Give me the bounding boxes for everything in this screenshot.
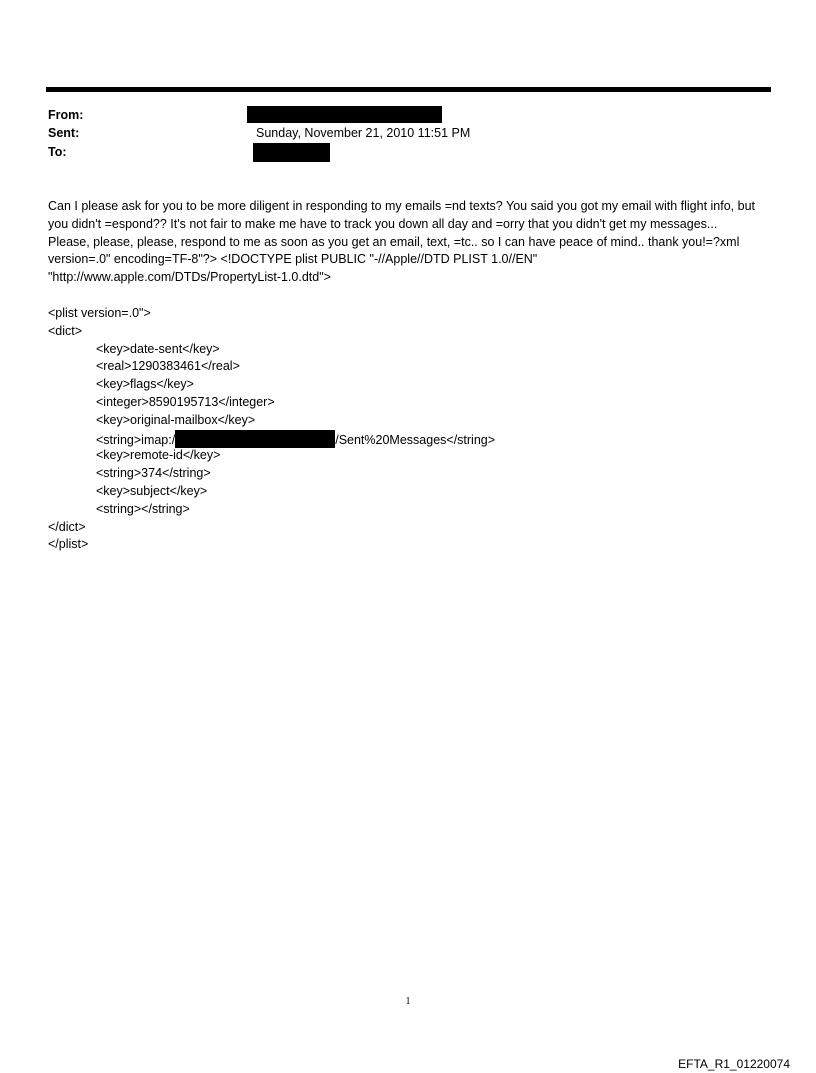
plist-block: [48, 305, 773, 554]
header-rule: [46, 87, 771, 92]
integer-value: <integer>8590195713</integer>: [96, 394, 275, 409]
real-value: <real>1290383461</real>: [96, 359, 240, 374]
key-remote-id: <key>remote-id</key>: [96, 448, 221, 463]
plist-close: </plist>: [48, 537, 89, 552]
email-body: [48, 198, 773, 287]
to-redaction: [253, 143, 330, 162]
imap-prefix: <string>imap:/: [96, 432, 176, 447]
bates-number: EFTA_R1_01220074: [678, 1057, 790, 1071]
body-paragraph-1: Can I please ask for you to be more diligent in responding to my emails =nd texts? You said you got my email with flight info, but you didn't =espond?? It's not fair to make me have to track you down all day and =orry that you didn't get my messages...: [48, 199, 755, 231]
imap-suffix: /Sent%20Messages</string>: [335, 432, 496, 447]
from-label: From:: [48, 108, 84, 122]
imap-redaction: [175, 430, 335, 448]
plist-open: <plist version=.0">: [48, 306, 151, 320]
dict-close: </dict>: [48, 519, 86, 534]
page-number: 1: [405, 996, 411, 1007]
to-label: To:: [48, 145, 67, 159]
dict-open: <dict>: [48, 323, 83, 338]
key-date-sent: <key>date-sent</key>: [96, 341, 220, 356]
string-imap-line: [48, 430, 773, 448]
body-paragraph-2: Please, please, please, respond to me as soon as you get an email, text, =tc.. so I can have peace of mind.. thank you!=?xml version=.0" encoding=TF-8"?> <!DOCTYPE plist PUBLIC "-//Apple//DTD PLIST 1.0//EN" "http://www.apple.com/DTDs/PropertyList-1.0.dtd">: [48, 234, 740, 285]
key-subject: <key>subject</key>: [96, 483, 208, 498]
sent-label: Sent:: [48, 126, 80, 140]
sent-value: Sunday, November 21, 2010 11:51 PM: [256, 126, 471, 140]
from-redaction: [247, 106, 442, 123]
string-374: <string>374</string>: [96, 466, 211, 481]
string-empty: <string></string>: [96, 501, 190, 516]
key-original-mailbox: <key>original-mailbox</key>: [96, 412, 256, 427]
key-flags: <key>flags</key>: [96, 377, 194, 392]
